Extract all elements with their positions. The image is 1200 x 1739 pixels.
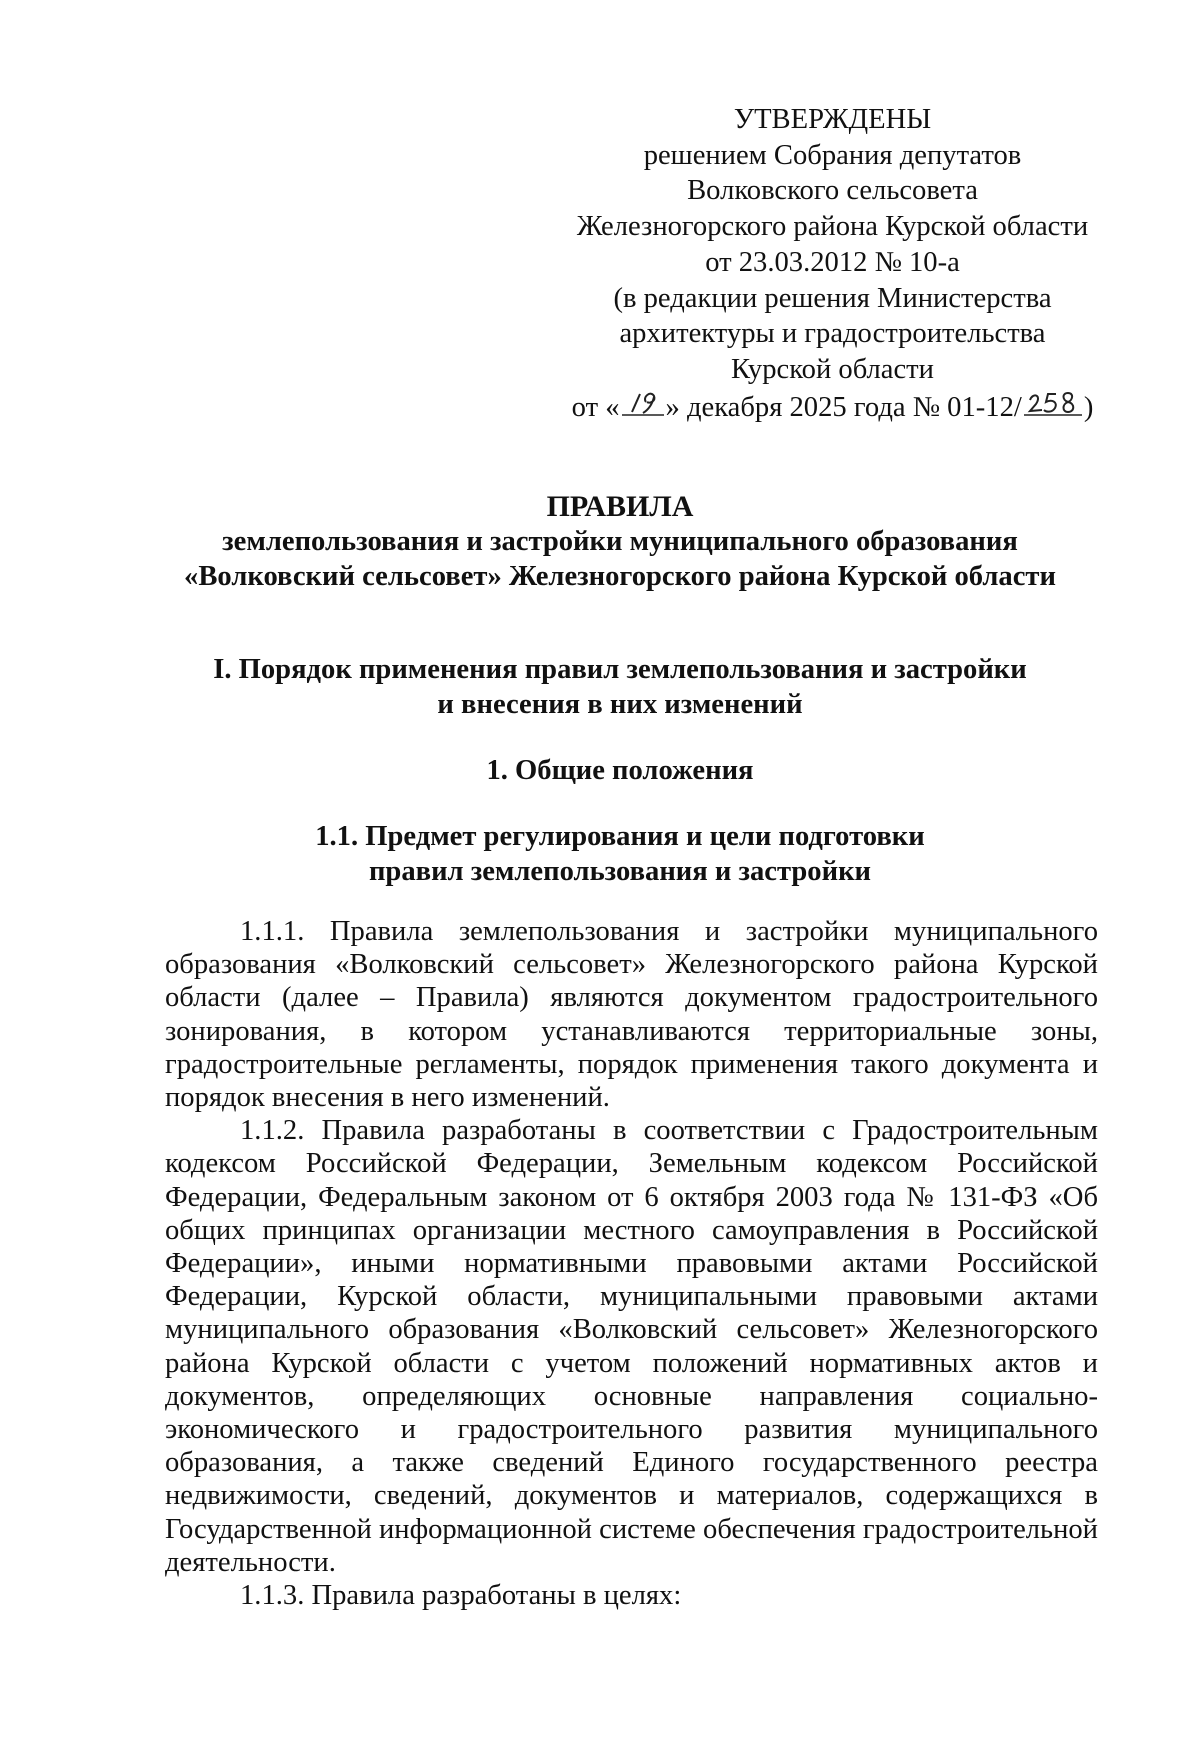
paragraph: 1.1.2. Правила разработаны в соответствии с Градостроительным кодексом Российской Федерации, Земельным кодексом Российской Федерации, Федеральным законом от 6 октября 2003 года № 131-ФЗ «Об общих принципах организации местного самоуправления в Российской Федерации», иными нормативными правовыми актами Российской Федерации, Курской области, муниципальными правовыми актами муниципального образования «Волковский сельсовет» Железногорского района Курской области с учетом положений нормативных актов и документов, определяющих основные направления социально-экономического и градостроительного развития муниципального образования, а также сведений Единого государственного реестра недвижимости, сведений, документов и материалов, содержащихся в Государственной информационной системе обеспечения градостроительной деятельности.: [165, 1115, 1098, 1578]
approval-line: Железногорского района Курской области: [576, 211, 1089, 243]
body-text: [165, 915, 1098, 1612]
section-heading-line: I. Порядок применения правил землепользования и застройки: [213, 654, 1027, 685]
date-prefix: от «: [571, 391, 620, 423]
paragraph: 1.1.3. Правила разработаны в целях:: [240, 1580, 682, 1612]
approval-line: архитектуры и градостроительства: [619, 318, 1046, 350]
title-line: землепользования и застройки муниципального образования: [222, 526, 1018, 557]
handwritten-day: [620, 388, 666, 428]
subsection-heading-line: 1.1. Предмет регулирования и цели подготовки: [315, 821, 925, 852]
approval-line: решением Собрания депутатов: [643, 139, 1022, 171]
approval-date-line: [565, 388, 1100, 428]
approval-line: Волковского сельсовета: [687, 175, 978, 207]
date-middle: » декабря 2025 года № 01-12/: [665, 391, 1022, 423]
title-line: «Волковский сельсовет» Железногорского района Курской области: [184, 561, 1056, 592]
paragraph: 1.1.1. Правила землепользования и застройки муниципального образования «Волковский сельсовет» Железногорского района Курской области (далее – Правила) являются документом градостроительного зонирования, в котором устанавливаются территориальные зоны, градостроительные регламенты, порядок применения такого документа и порядок внесения в него изменений.: [165, 916, 1098, 1114]
handwritten-number: [1022, 388, 1084, 428]
approval-line: Курской области: [731, 353, 934, 385]
approval-title: УТВЕРЖДЕНЫ: [733, 104, 932, 135]
title-main: ПРАВИЛА: [546, 490, 694, 523]
approval-line: (в редакции решения Министерства: [613, 282, 1052, 314]
section-heading: [130, 652, 1110, 722]
date-suffix: ): [1083, 391, 1094, 423]
subsection-heading: [130, 819, 1110, 889]
approval-block: [565, 102, 1100, 427]
approval-line: от 23.03.2012 № 10-а: [705, 246, 960, 278]
section-heading-line: и внесения в них изменений: [437, 689, 803, 720]
chapter-heading: 1. Общие положения: [486, 755, 754, 786]
subsection-heading-line: правил землепользования и застройки: [368, 856, 872, 887]
document-title: [130, 489, 1110, 594]
